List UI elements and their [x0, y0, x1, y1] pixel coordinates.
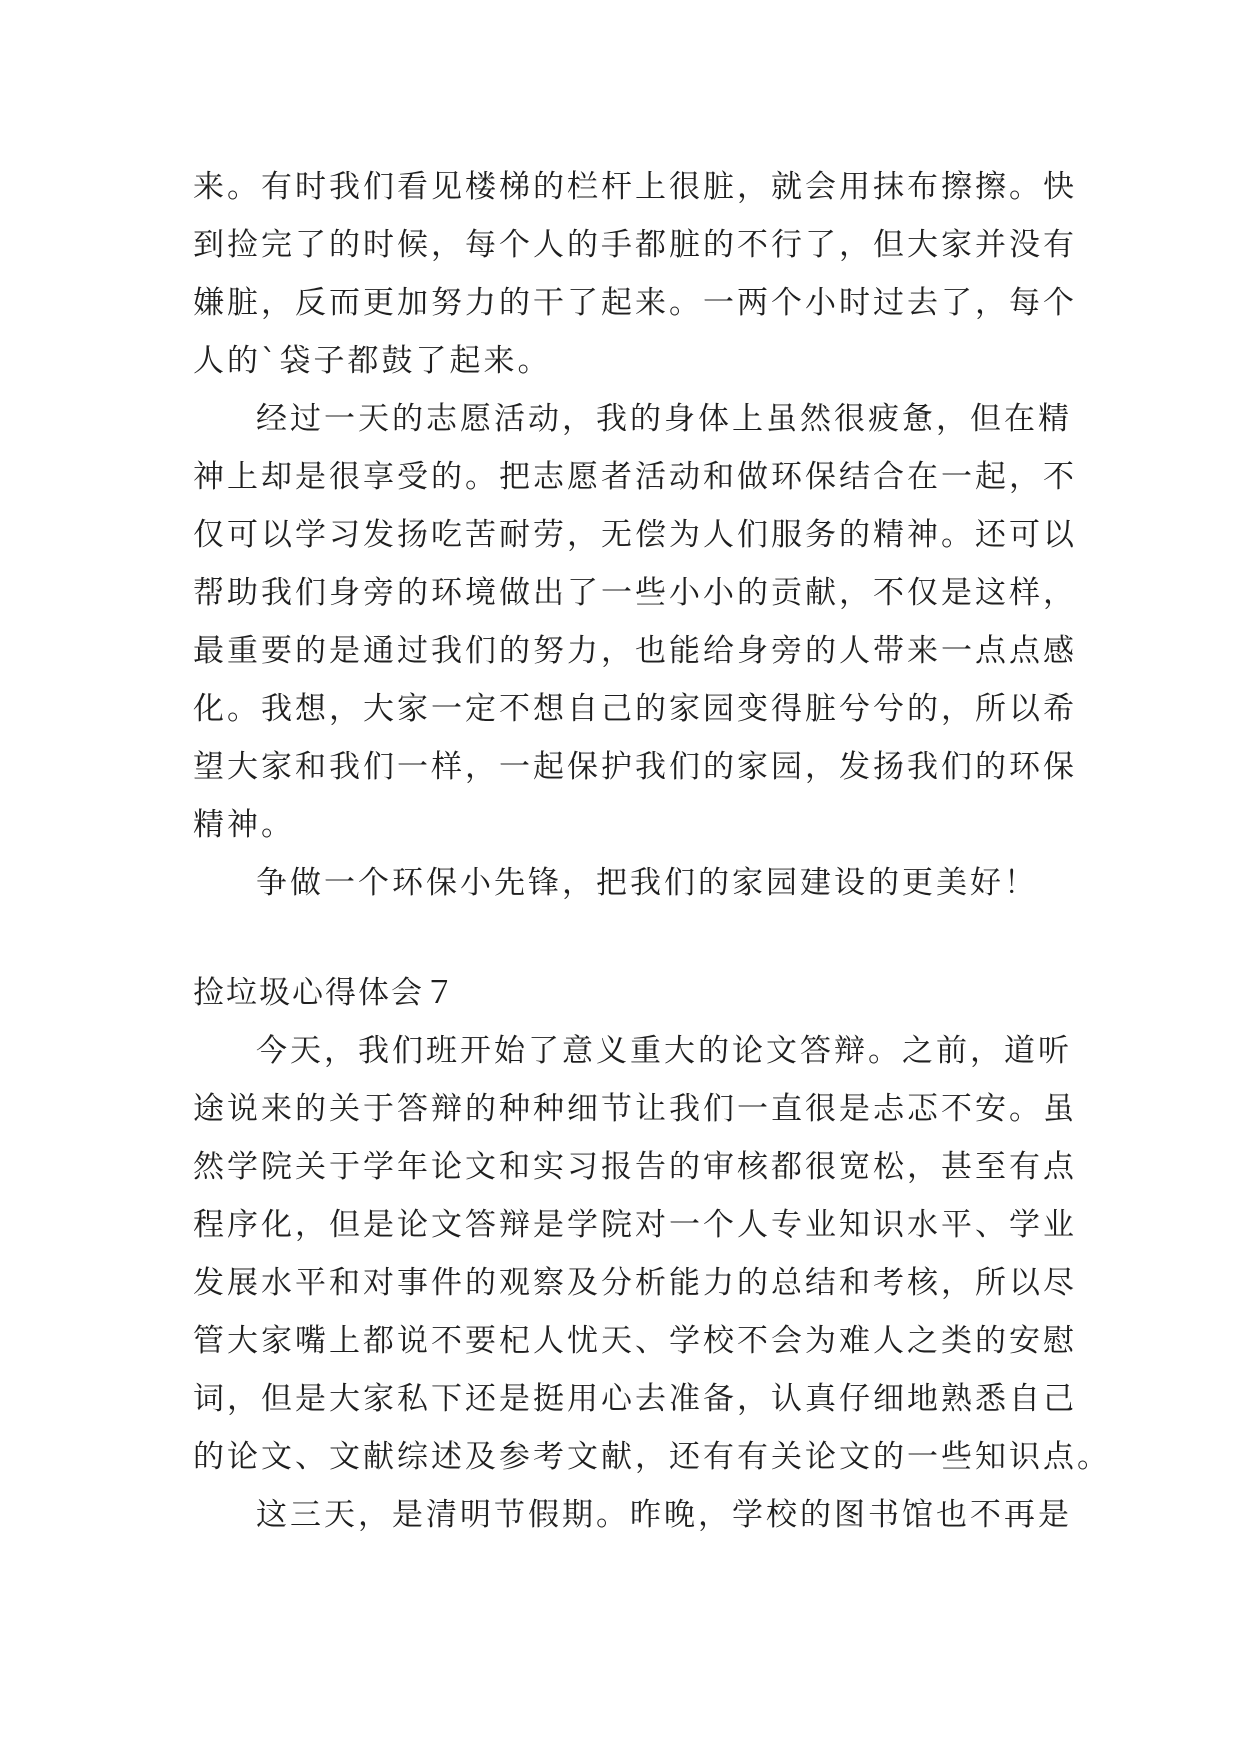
- paragraph-line: 发展水平和对事件的观察及分析能力的总结和考核，所以尽: [193, 1265, 1077, 1301]
- paragraph-line: 最重要的是通过我们的努力，也能给身旁的人带来一点点感: [193, 633, 1077, 669]
- paragraph-line: 神上却是很享受的。把志愿者活动和做环保结合在一起，不: [193, 459, 1077, 495]
- paragraph-line: 嫌脏，反而更加努力的干了起来。一两个小时过去了，每个: [193, 285, 1077, 321]
- paragraph-line: 途说来的关于答辩的种种细节让我们一直很是忐忑不安。虽: [193, 1091, 1077, 1127]
- paragraph-line: 经过一天的志愿活动，我的身体上虽然很疲惫，但在精: [256, 401, 1072, 437]
- paragraph-line: 来。有时我们看见楼梯的栏杆上很脏，就会用抹布擦擦。快: [193, 169, 1077, 205]
- paragraph-line: 化。我想，大家一定不想自己的家园变得脏兮兮的，所以希: [193, 691, 1077, 727]
- paragraph-line: 仅可以学习发扬吃苦耐劳，无偿为人们服务的精神。还可以: [193, 517, 1077, 553]
- paragraph-line: 程序化，但是论文答辩是学院对一个人专业知识水平、学业: [193, 1207, 1077, 1243]
- paragraph-line: 人的`袋子都鼓了起来。: [193, 343, 552, 379]
- paragraph-line: 今天，我们班开始了意义重大的论文答辩。之前，道听: [256, 1033, 1072, 1069]
- paragraph-line: 词，但是大家私下还是挺用心去准备，认真仔细地熟悉自己: [193, 1381, 1077, 1417]
- paragraph-line: 的论文、文献综述及参考文献，还有有关论文的一些知识点。: [193, 1439, 1111, 1475]
- paragraph-line: 到捡完了的时候，每个人的手都脏的不行了，但大家并没有: [193, 227, 1077, 263]
- paragraph-line: 帮助我们身旁的环境做出了一些小小的贡献，不仅是这样，: [193, 575, 1077, 611]
- section-heading: 捡垃圾心得体会７: [193, 975, 457, 1011]
- paragraph-line: 精神。: [193, 807, 295, 843]
- paragraph-line: 望大家和我们一样，一起保护我们的家园，发扬我们的环保: [193, 749, 1077, 785]
- paragraph-line: 这三天，是清明节假期。昨晚，学校的图书馆也不再是: [256, 1497, 1072, 1533]
- paragraph-line: 然学院关于学年论文和实习报告的审核都很宽松，甚至有点: [193, 1149, 1077, 1185]
- paragraph-line: 管大家嘴上都说不要杞人忧天、学校不会为难人之类的安慰: [193, 1323, 1077, 1359]
- paragraph-line: 争做一个环保小先锋，把我们的家园建设的更美好！: [256, 865, 1038, 901]
